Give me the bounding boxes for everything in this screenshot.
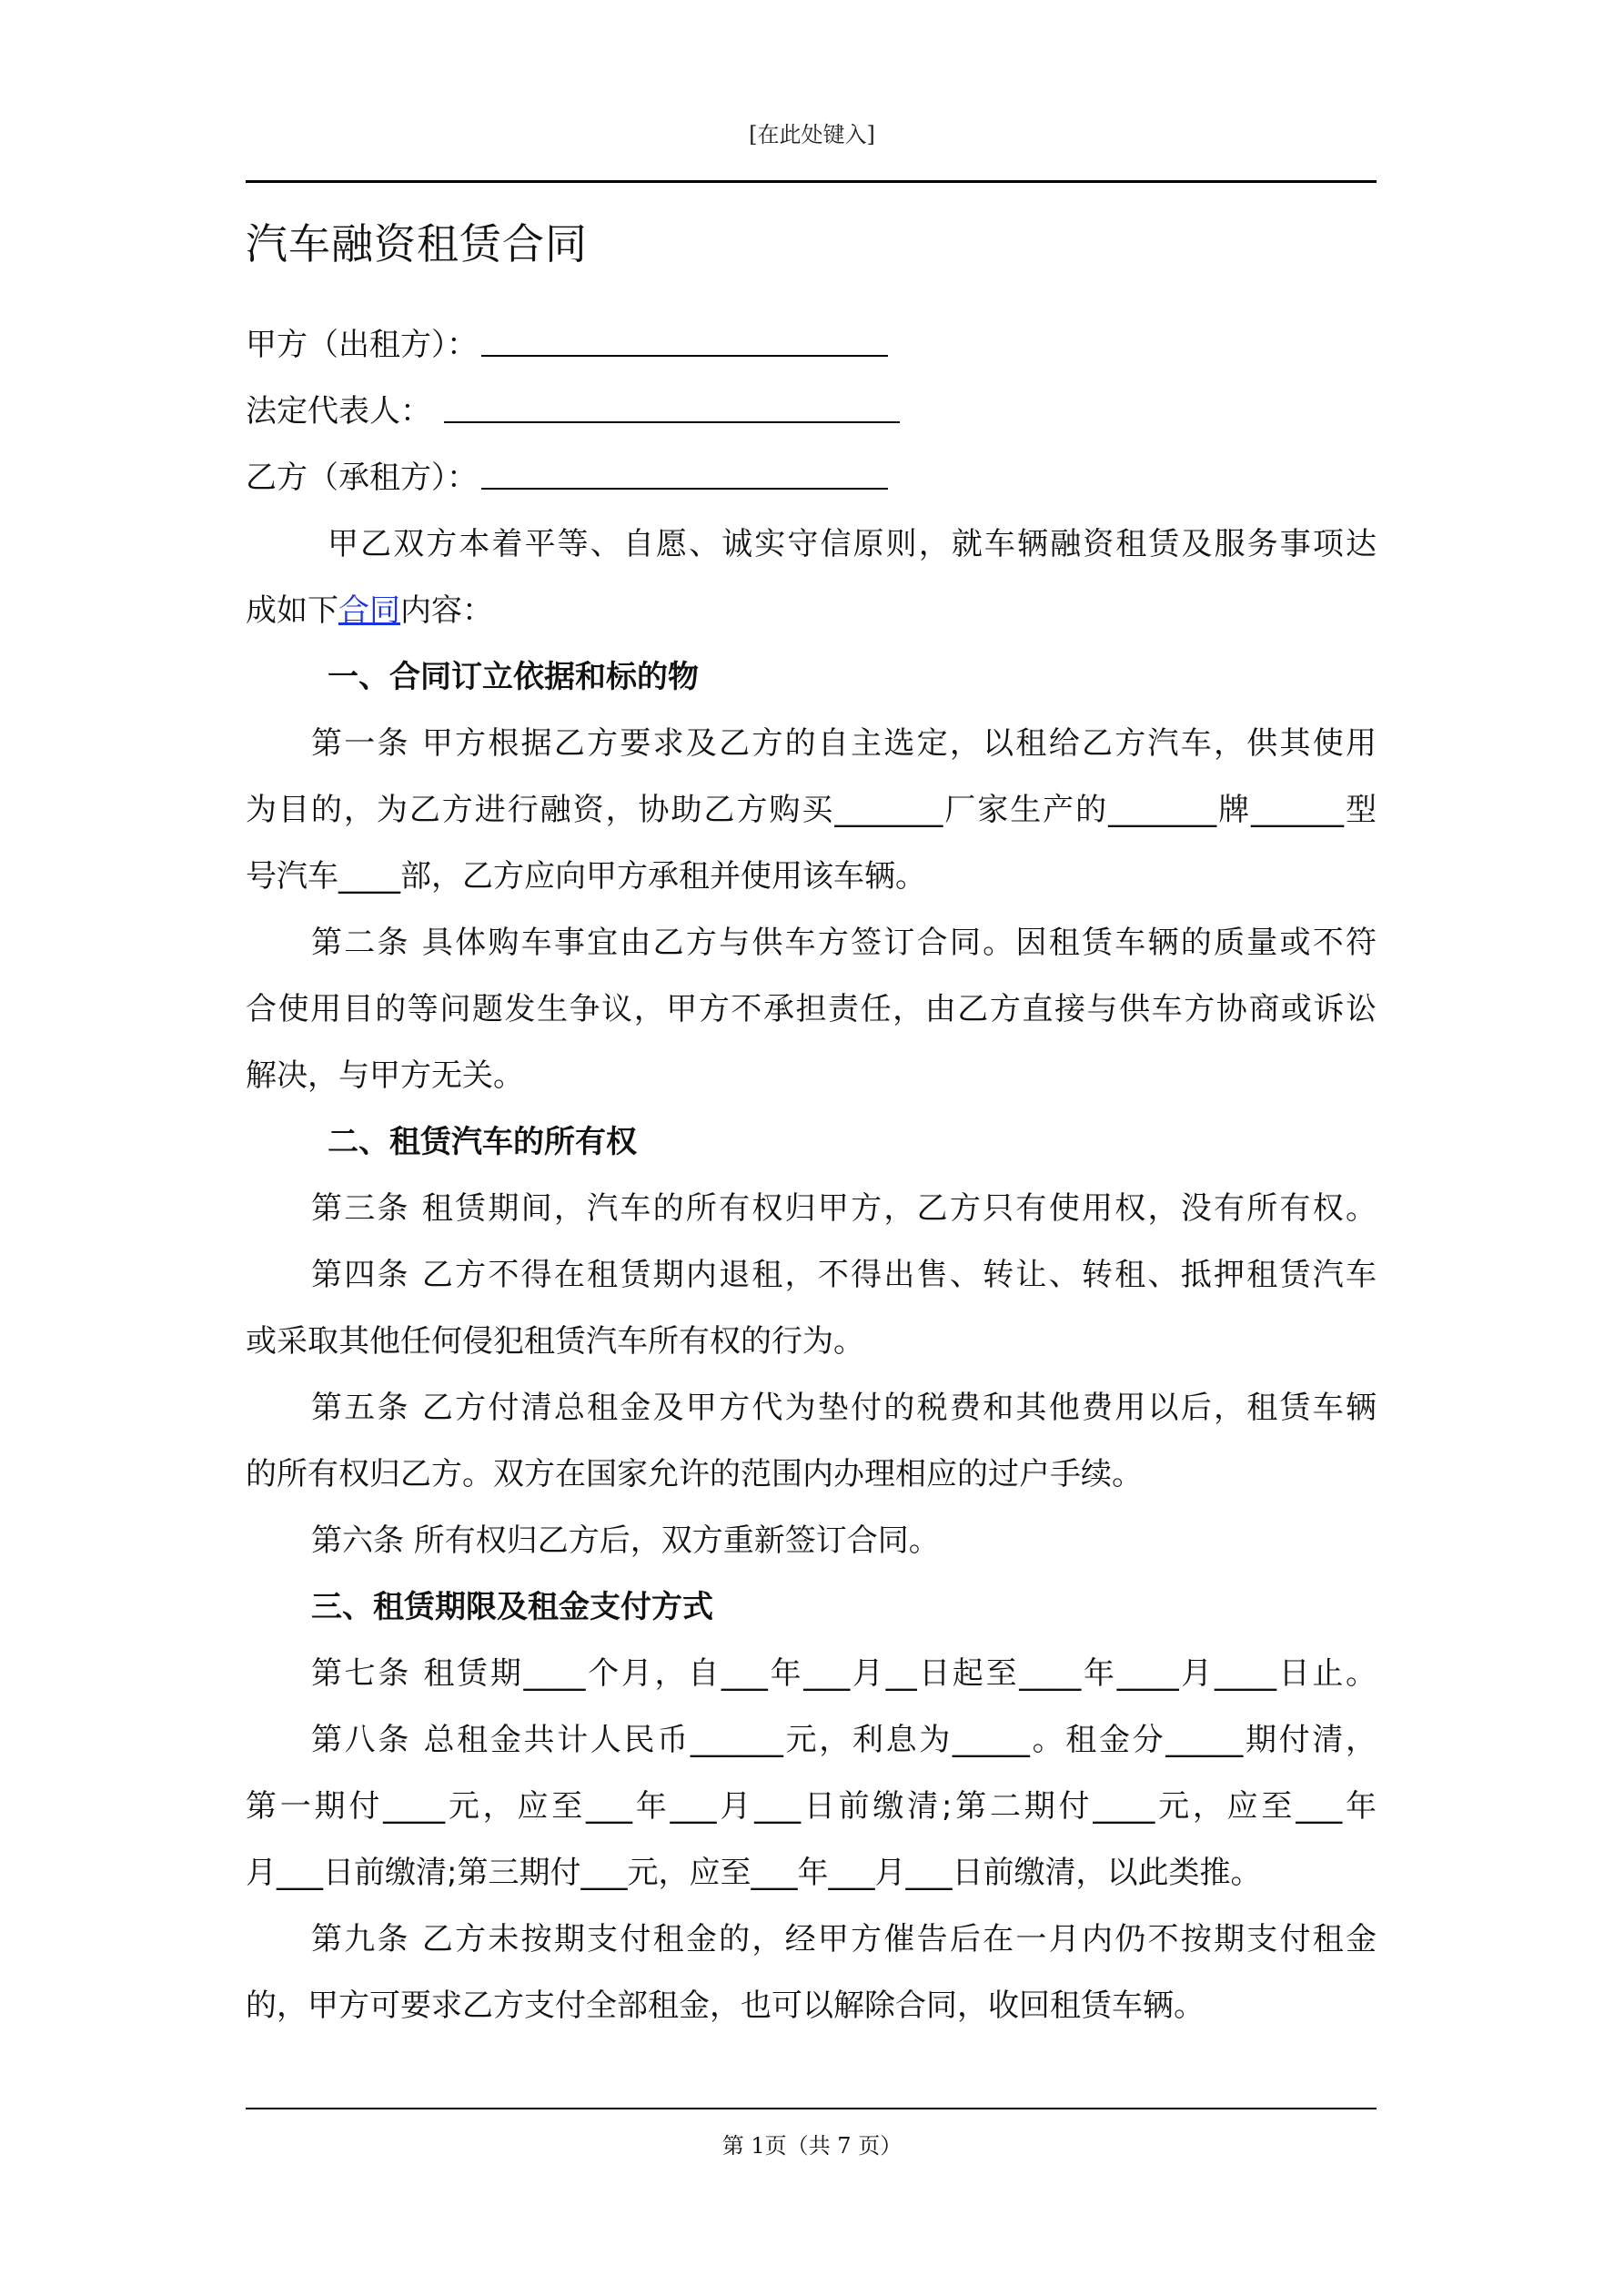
fill-blank[interactable] xyxy=(481,355,888,357)
contract-link[interactable]: 合同 xyxy=(338,592,400,629)
page-header[interactable]: [在此处键入] xyxy=(749,122,875,147)
article-line: 的，甲方可要求乙方支付全部租金，也可以解除合同，收回租赁车辆。 xyxy=(246,1988,1205,2024)
field-lessor xyxy=(246,312,1377,379)
intro-line xyxy=(246,578,1377,644)
article-line: 第七条 租赁期____个月，自___年___月__日起至____年____月____日止。 xyxy=(311,1655,1377,1692)
article-line: 解决，与甲方无关。 xyxy=(246,1057,524,1094)
field-label: 法定代表人： xyxy=(246,393,431,430)
footer-rule xyxy=(246,2108,1377,2109)
article-line: 合使用目的等问题发生争议，甲方不承担责任，由乙方直接与供车方协商或诉讼 xyxy=(246,991,1377,1027)
article-line: 为目的，为乙方进行融资，协助乙方购买_______厂家生产的_______牌______型 xyxy=(246,792,1377,828)
section-heading: 三、租赁期限及租金支付方式 xyxy=(311,1589,713,1625)
article-line: 或采取其他任何侵犯租赁汽车所有权的行为。 xyxy=(246,1323,864,1360)
intro-line: 甲乙双方本着平等、自愿、诚实守信原则，就车辆融资租赁及服务事项达 xyxy=(328,526,1377,562)
fill-blank[interactable] xyxy=(481,488,888,490)
article-line: 第一条 甲方根据乙方要求及乙方的自主选定，以租给乙方汽车，供其使用 xyxy=(311,725,1377,762)
article-line: 的所有权归乙方。双方在国家允许的范围内办理相应的过户手续。 xyxy=(246,1456,1143,1492)
article-line: 第八条 总租金共计人民币______元，利息为_____。租金分_____期付清， xyxy=(311,1722,1377,1758)
article-line: 月___日前缴清;第三期付___元，应至___年___月___日前缴清，以此类推。 xyxy=(246,1855,1262,1891)
field-label: 乙方（承租方）： xyxy=(246,460,478,496)
field-lessee xyxy=(246,445,1377,511)
section-heading: 二、租赁汽车的所有权 xyxy=(328,1124,637,1160)
header-rule xyxy=(246,180,1377,183)
article-line: 第六条 所有权归乙方后，双方重新签订合同。 xyxy=(311,1522,940,1559)
article-line: 第二条 具体购车事宜由乙方与供车方签订合同。因租赁车辆的质量或不符 xyxy=(311,925,1377,961)
page-number: 第 1页（共 7 页） xyxy=(721,2133,903,2159)
article-line: 号汽车____部，乙方应向甲方承租并使用该车辆。 xyxy=(246,858,926,895)
article-line: 第一期付____元，应至___年___月___日前缴清;第二期付____元，应至___年 xyxy=(246,1788,1377,1825)
intro-text: 内容： xyxy=(400,592,493,629)
article-line: 第三条 租赁期间，汽车的所有权归甲方，乙方只有使用权，没有所有权。 xyxy=(311,1190,1377,1227)
section-heading: 一、合同订立依据和标的物 xyxy=(328,659,699,695)
article-line: 第四条 乙方不得在租赁期内退租，不得出售、转让、转租、抵押租赁汽车 xyxy=(311,1257,1377,1293)
article-line: 第九条 乙方未按期支付租金的，经甲方催告后在一月内仍不按期支付租金 xyxy=(311,1921,1377,1957)
document-body xyxy=(246,312,1377,2039)
article-line: 第五条 乙方付清总租金及甲方代为垫付的税费和其他费用以后，租赁车辆 xyxy=(311,1390,1377,1426)
document-title: 汽车融资租赁合同 xyxy=(246,219,588,268)
field-legal-rep xyxy=(246,379,1377,445)
fill-blank[interactable] xyxy=(444,421,900,423)
intro-text: 成如下 xyxy=(246,592,338,629)
field-label: 甲方（出租方）： xyxy=(246,327,478,363)
